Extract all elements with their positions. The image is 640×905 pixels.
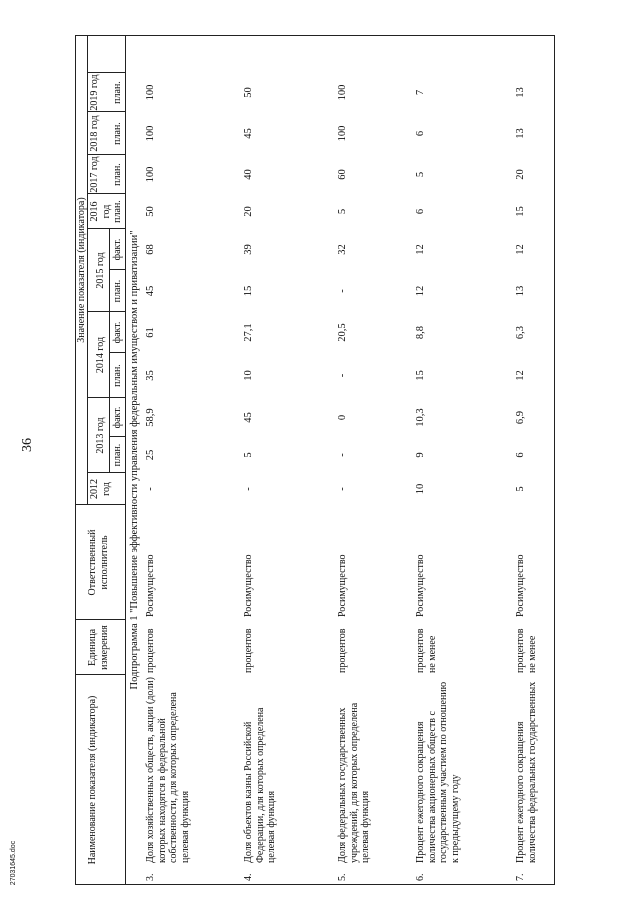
row-responsible: Росимущество [243,554,254,617]
row-value-v2015f: 12 [415,244,426,255]
row-value-v2012: - [243,487,254,491]
row-value-v2019: 100 [145,84,156,101]
header-year-2017: 2017 год [89,156,100,193]
row-unit: процентов [243,628,254,673]
row-value-v2015p: 45 [145,285,156,297]
row-indicator-name: Процент ежегодного сокращения количества акционерных обществ с государственным участием по отношению к предыдущему году [415,681,461,863]
row-value-v2015p: - [337,289,348,293]
row-value-v2013f: 0 [337,414,348,421]
row-value-v2012: 10 [415,483,426,495]
row-value-v2015f: 68 [145,244,156,255]
row-unit: процентов не менее [515,628,538,673]
row-value-v2015f: 32 [337,244,348,255]
row-value-v2018: 13 [515,128,526,139]
row-value-v2017: 40 [243,169,254,180]
row-value-v2015p: 12 [415,285,426,297]
header-plan: план. [112,122,123,145]
row-value-v2013p: 6 [515,452,526,458]
row-indicator-name: Доля федеральных государственных учреждений, для которых определена целевая функция [337,702,371,863]
row-value-v2014f: 27,1 [243,323,254,342]
row-responsible: Росимущество [415,554,426,617]
row-value-v2013f: 58,9 [145,408,156,427]
header-plan: план. [112,81,123,104]
row-responsible: Росимущество [337,554,348,617]
row-indicator-name: Доля хозяйственных обществ, акции (доли) которых находятся в федеральной собственности, для которых определена целевая функция [145,677,191,863]
row-value-v2015p: 15 [243,285,254,297]
row-unit: процентов [145,628,156,673]
row-value-v2014f: 61 [145,327,156,338]
header-year-2015: 2015 год [95,252,106,289]
header-year-2018: 2018 год [89,115,100,152]
row-value-v2019: 13 [515,87,526,98]
row-number: 6. [415,873,426,881]
row-value-v2015p: 13 [515,285,526,297]
row-value-v2017: 20 [515,169,526,180]
table-border-right [75,35,555,36]
row-value-v2015f: 12 [515,244,526,255]
row-value-v2016: 5 [337,208,348,215]
page-number: 36 [20,438,35,452]
header-fact: факт. [112,321,123,344]
row-value-v2016: 6 [415,208,426,215]
row-value-v2016: 15 [515,206,526,217]
row-value-v2013f: 6,9 [515,410,526,425]
row-unit: процентов [337,628,348,673]
row-value-v2013p: - [337,453,348,457]
header-unit: Единица измерения [87,625,110,670]
row-value-v2018: 6 [415,130,426,137]
row-responsible: Росимущество [515,554,526,617]
table-border-left [75,884,555,885]
row-value-v2016: 20 [243,206,254,217]
row-value-v2017: 60 [337,169,348,180]
header-year-2014: 2014 год [95,336,106,374]
row-value-v2018: 100 [337,125,348,142]
row-value-v2014p: - [337,373,348,378]
row-value-v2012: - [145,487,156,491]
header-responsible: Ответственный исполнитель [87,529,110,596]
row-number: 5. [337,873,348,881]
row-unit: процентов не менее [415,628,438,673]
header-year-2019: 2019 год [89,74,100,111]
row-value-v2019: 50 [243,87,254,98]
header-bottom-line [125,35,126,885]
row-number: 4. [243,873,254,881]
row-responsible: Росимущество [145,554,156,617]
row-value-v2018: 45 [243,128,254,139]
row-number: 7. [515,873,526,881]
header-name: Наименование показателя (индикатора) [87,695,98,865]
header-values-group: Значение показателя (индикатора) [76,197,87,343]
row-value-v2014f: 8,8 [415,325,426,340]
row-value-v2012: 5 [515,486,526,492]
header-plan: план. [112,443,123,467]
row-value-v2017: 5 [415,171,426,178]
header-plan: план. [112,364,123,387]
row-value-v2016: 50 [145,206,156,217]
row-value-v2014p: 15 [415,370,426,381]
header-year-2013: 2013 год [95,417,106,454]
row-value-v2013p: 25 [145,449,156,461]
divider [109,229,110,473]
row-value-v2015f: 39 [243,244,254,255]
row-value-v2013f: 45 [243,412,254,423]
header-plan: план. [112,279,123,303]
header-fact: факт. [112,406,123,429]
row-value-v2019: 100 [337,84,348,101]
header-year-2012: 2012 год [89,479,112,499]
row-value-v2014f: 20,5 [337,323,348,342]
row-value-v2017: 100 [145,166,156,183]
row-value-v2012: - [337,487,348,491]
header-year-2016: 2016 год [89,201,112,222]
table-border-bottom [554,35,555,885]
indicators-table [75,35,555,885]
row-value-v2019: 7 [415,89,426,96]
row-indicator-name: Процент ежегодного сокращения количества федеральных государственных [515,681,538,863]
row-value-v2013p: 5 [243,452,254,458]
row-indicator-name: Доля объектов казны Российской Федерации, для которых определена целевая функция [243,707,277,863]
header-plan: план. [112,200,123,223]
row-value-v2014f: 6,3 [515,325,526,340]
row-value-v2013p: 9 [415,452,426,458]
row-value-v2014p: 12 [515,370,526,381]
row-value-v2014p: 10 [243,370,254,381]
subprogram-title: Подпрограмма 1 "Повышение эффективности управления федеральным имуществом и приватизации" [129,230,140,690]
header-plan: план. [112,163,123,186]
row-value-v2014p: 35 [145,370,156,381]
row-number: 3. [145,873,156,881]
row-value-v2018: 100 [145,125,156,142]
row-value-v2013f: 10,3 [415,408,426,427]
footer-filename: 27031645.doc [10,840,17,886]
header-fact: факт. [112,238,123,261]
